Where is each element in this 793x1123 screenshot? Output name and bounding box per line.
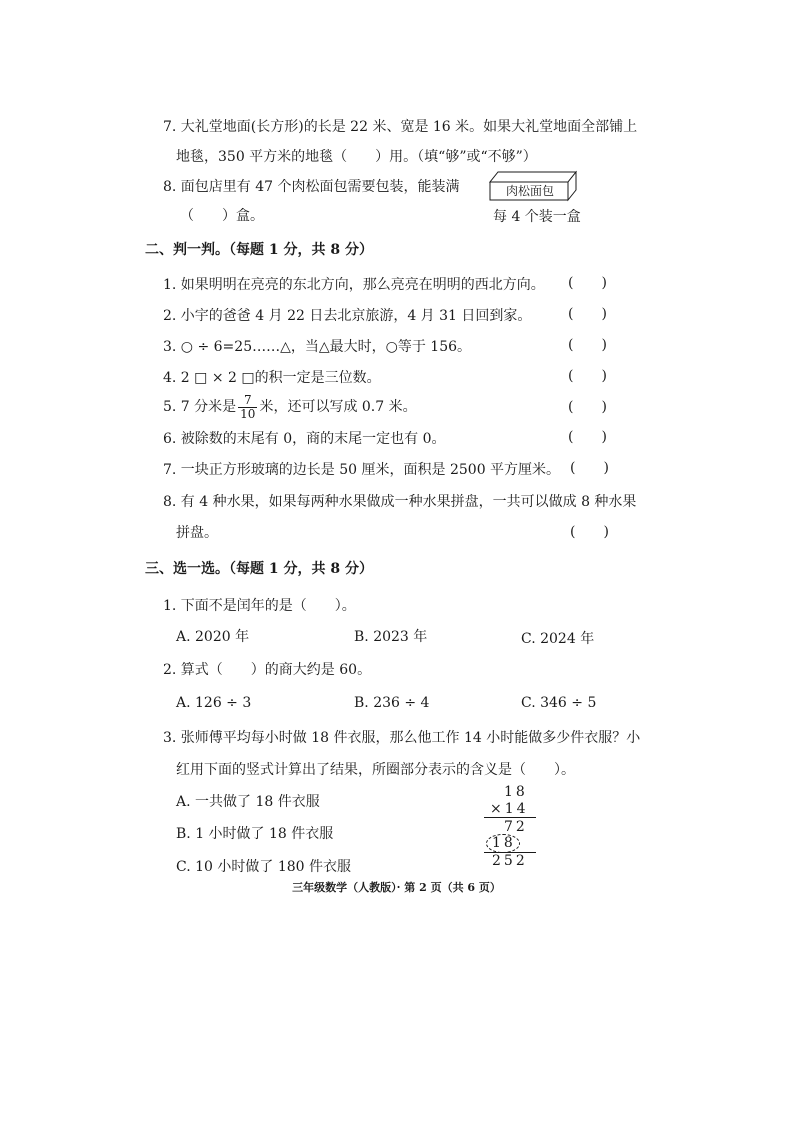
fraction bbox=[238, 394, 257, 421]
answer-paren-6[interactable]: ( ) bbox=[568, 429, 607, 445]
choice-q3-line2: 红用下面的竖式计算出了结果，所圈部分表示的含义是（ ）。 bbox=[176, 762, 575, 778]
answer-paren-1[interactable]: ( ) bbox=[568, 275, 607, 291]
calc-row-5: 252 bbox=[492, 853, 528, 869]
calc-row-4: 18 bbox=[492, 835, 516, 851]
box-label: 肉松面包 bbox=[506, 184, 555, 198]
choice-q3-line1: 3. 张师傅平均每小时做 18 件衣服，那么他工作 14 小时能做多少件衣服？小 bbox=[163, 730, 641, 746]
calc-row-1: 18 bbox=[504, 784, 528, 800]
page-footer: 三年级数学（人教版）· 第 2 页（共 6 页） bbox=[292, 881, 501, 894]
calc-line-1 bbox=[484, 817, 536, 818]
choice-q2-option-b[interactable]: B. 236 ÷ 4 bbox=[354, 695, 430, 711]
judge-item-8: 8. 有 4 种水果，如果每两种水果做成一种水果拼盘，一共可以做成 8 种水果 bbox=[163, 494, 637, 510]
choice-q3-option-c[interactable]: C. 10 小时做了 180 件衣服 bbox=[176, 859, 351, 875]
section2-title: 二、判一判。（每题 1 分，共 8 分） bbox=[145, 242, 373, 258]
judge-item-6: 6. 被除数的末尾有 0，商的末尾一定也有 0。 bbox=[163, 431, 446, 447]
judge-item-3: 3. ○ ÷ 6=25……△，当△最大时，○等于 156。 bbox=[163, 339, 472, 355]
choice-q1: 1. 下面不是闰年的是（ ）。 bbox=[163, 598, 356, 614]
answer-paren-4[interactable]: ( ) bbox=[568, 368, 607, 384]
section3-title: 三、选一选。（每题 1 分，共 8 分） bbox=[145, 561, 373, 577]
judge-item-4: 4. 2 □ × 2 □的积一定是三位数。 bbox=[163, 370, 381, 386]
q8-line2: （ ）盒。 bbox=[180, 208, 264, 224]
calc-row-3: 72 bbox=[504, 819, 528, 835]
choice-q1-option-a[interactable]: A. 2020 年 bbox=[176, 629, 250, 645]
calc-row-2: ×14 bbox=[490, 801, 529, 817]
fraction-denominator: 10 bbox=[240, 406, 256, 421]
vertical-multiplication bbox=[480, 780, 550, 870]
judge-item-7: 7. 一块正方形玻璃的边长是 50 厘米，面积是 2500 平方厘米。 bbox=[163, 462, 561, 478]
choice-q1-option-c[interactable]: C. 2024 年 bbox=[521, 631, 595, 647]
choice-q3-option-b[interactable]: B. 1 小时做了 18 件衣服 bbox=[176, 826, 334, 842]
q5-prefix: 5. 7 分米是 bbox=[163, 399, 237, 415]
answer-paren-8[interactable]: ( ) bbox=[570, 524, 609, 540]
q7-line2: 地毯，350 平方米的地毯（ ）用。（填“够”或“不够”） bbox=[176, 149, 537, 165]
choice-q2-option-a[interactable]: A. 126 ÷ 3 bbox=[176, 695, 252, 711]
answer-paren-3[interactable]: ( ) bbox=[568, 337, 607, 353]
judge-item-2: 2. 小宇的爸爸 4 月 22 日去北京旅游，4 月 31 日回到家。 bbox=[163, 308, 532, 324]
choice-q2-option-c[interactable]: C. 346 ÷ 5 bbox=[521, 695, 597, 711]
judge-item-1: 1. 如果明明在亮亮的东北方向，那么亮亮在明明的西北方向。 bbox=[163, 277, 545, 293]
q5-suffix: 米，还可以写成 0.7 米。 bbox=[259, 399, 417, 415]
answer-paren-7[interactable]: ( ) bbox=[570, 460, 609, 476]
q7-line1: 7. 大礼堂地面(长方形)的长是 22 米、宽是 16 米。如果大礼堂地面全部铺上 bbox=[163, 119, 638, 135]
choice-q2: 2. 算式（ ）的商大约是 60。 bbox=[163, 662, 372, 678]
fraction-numerator: 7 bbox=[238, 394, 257, 408]
answer-paren-5[interactable]: ( ) bbox=[568, 399, 607, 415]
answer-paren-2[interactable]: ( ) bbox=[568, 306, 607, 322]
choice-q3-option-a[interactable]: A. 一共做了 18 件衣服 bbox=[176, 794, 320, 810]
choice-q1-option-b[interactable]: B. 2023 年 bbox=[354, 629, 428, 645]
judge-item-5 bbox=[163, 393, 417, 421]
box-caption: 每 4 个装一盒 bbox=[493, 209, 581, 225]
judge-item-8-cont: 拼盘。 bbox=[176, 525, 218, 541]
q8-line1: 8. 面包店里有 47 个肉松面包需要包装，能装满 bbox=[163, 179, 460, 195]
